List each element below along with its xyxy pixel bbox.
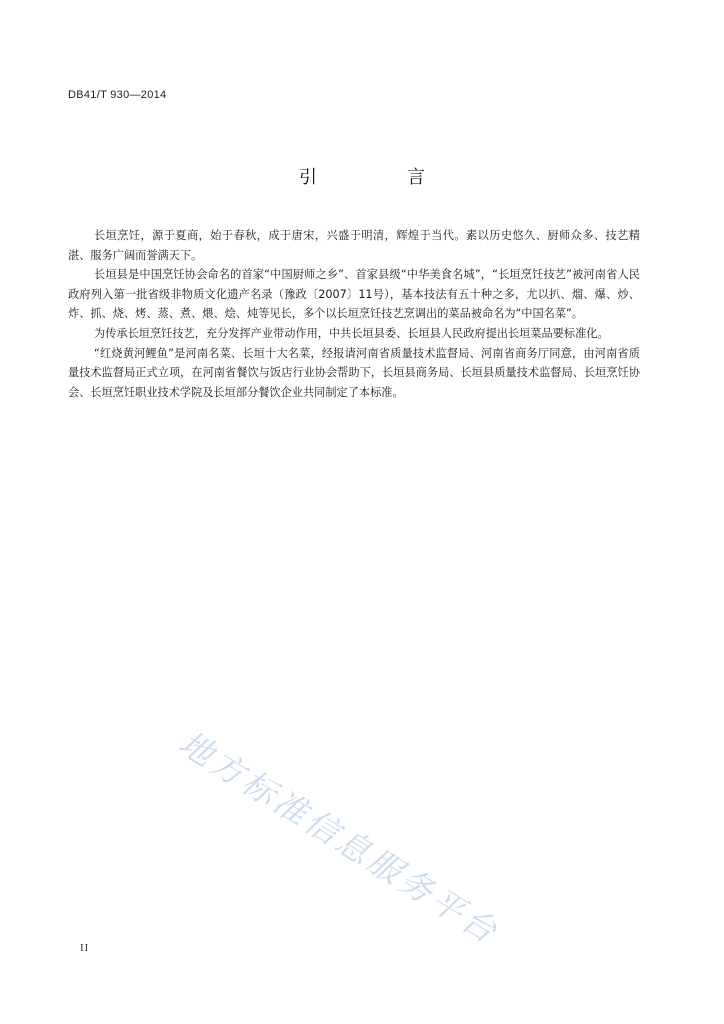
document-code: DB41/T 930—2014 <box>68 89 167 101</box>
paragraph: 为传承长垣烹饪技艺，充分发挥产业带动作用，中共长垣县委、长垣县人民政府提出长垣菜品要标准化。 <box>94 326 609 340</box>
paragraph: 长垣烹饪，源于夏商，始于春秋，成于唐宋，兴盛于明清，辉煌于当代。素以历史悠久、厨师众多、技艺精湛、服务广阔而誉满天下。 <box>68 229 640 262</box>
page-number: II <box>80 942 90 954</box>
body-text <box>68 226 640 402</box>
section-title: 引 言 <box>299 167 461 188</box>
watermark: 地方标准信息服务平台 <box>172 723 507 953</box>
paragraph: “红烧黄河鲤鱼”是河南名菜、长垣十大名菜，经报请河南省质量技术监督局、河南省商务厅同意，由河南省质量技术监督局正式立项，在河南省餐饮与饭店行业协会帮助下，长垣县商务局、长垣县质量技术监督局、长垣烹饪协会、长垣烹饪职业技术学院及长垣部分餐饮企业共同制定了本标准。 <box>68 346 640 399</box>
paragraph: 长垣县是中国烹饪协会命名的首家“中国厨师之乡”、首家县级“中华美食名城”，“长垣烹饪技艺”被河南省人民政府列入第一批省级非物质文化遗产名录（豫政〔2007〕11号），基本技法有五十种之多，尤以扒、熘、爆、炒、炸、抓、烧、烤、蒸、煮、煨、烩、炖等见长，多个以长垣烹饪技艺烹调出的菜品被命名为“中国名菜”。 <box>68 268 640 321</box>
